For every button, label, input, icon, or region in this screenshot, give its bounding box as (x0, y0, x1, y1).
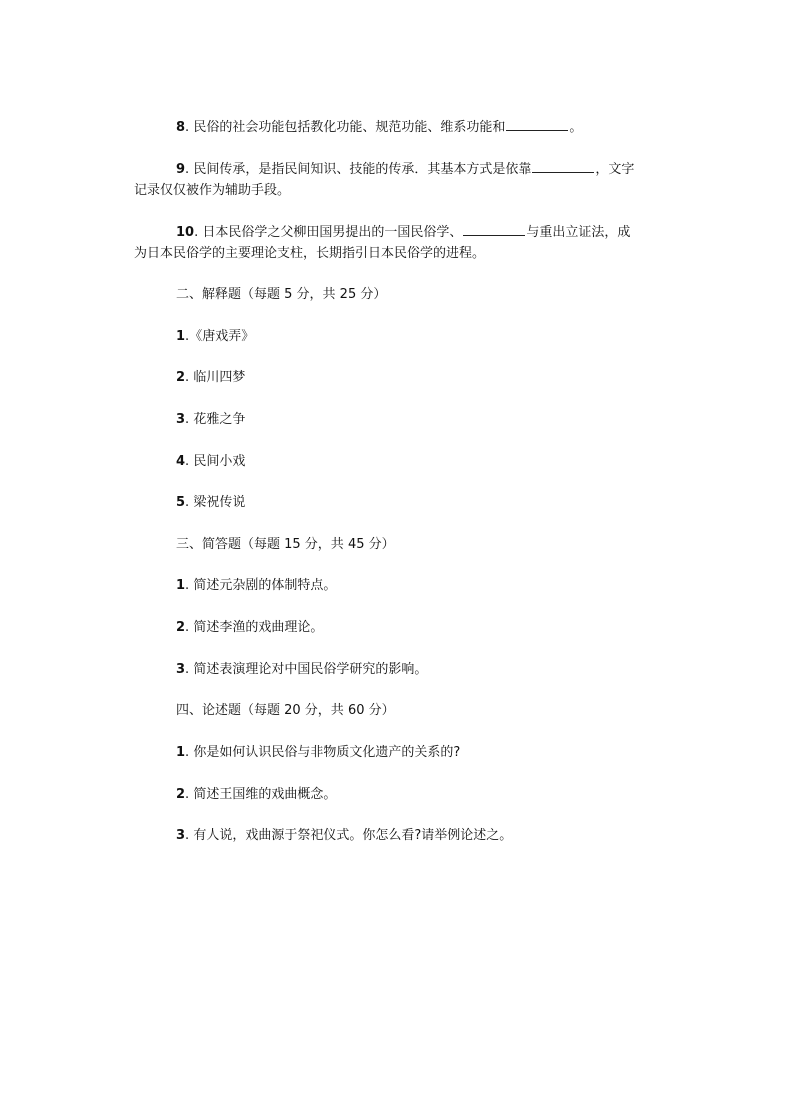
answer-blank (532, 162, 594, 173)
item-separator: . (185, 620, 194, 635)
question-8 (176, 120, 582, 136)
question-text: 日本民俗学之父柳田国男提出的一国民俗学、 (202, 225, 463, 240)
item-number: 3 (176, 412, 186, 427)
list-item (176, 578, 336, 594)
item-separator: . (185, 745, 194, 760)
question-10-continuation: 为日本民俗学的主要理论支柱，长期指引日本民俗学的进程。 (134, 246, 486, 261)
section-heading: 二、解释题（每题 5 分，共 25 分） (176, 287, 387, 302)
question-text-after: ，文字 (595, 162, 635, 177)
item-number: 2 (176, 370, 186, 385)
question-text: 民俗的社会功能包括教化功能、规范功能、维系功能和 (193, 120, 506, 135)
item-number: 5 (176, 495, 186, 510)
item-number: 3 (176, 828, 186, 843)
answer-blank (506, 120, 568, 131)
item-separator: . (185, 662, 194, 677)
list-item (176, 454, 245, 470)
list-item (176, 370, 245, 386)
section-heading: 三、简答题（每题 15 分，共 45 分） (176, 537, 395, 552)
item-text: 花雅之争 (193, 412, 246, 427)
question-text-after: 。 (569, 120, 583, 135)
item-number: 1 (176, 329, 186, 344)
question-text: 民间传承，是指民间知识、技能的传承．其基本方式是依靠 (193, 162, 532, 177)
item-text: 临川四梦 (193, 370, 246, 385)
item-number: 3 (176, 662, 186, 677)
question-separator: . (185, 120, 194, 135)
question-number: 9 (176, 162, 186, 177)
question-separator: . (194, 225, 203, 240)
question-9-continuation: 记录仅仅被作为辅助手段。 (134, 183, 291, 198)
item-text: 有人说，戏曲源于祭祀仪式。你怎么看?请举例论述之。 (193, 828, 513, 843)
question-number: 8 (176, 120, 186, 135)
item-number: 4 (176, 454, 186, 469)
item-separator: . (185, 370, 194, 385)
item-text: 简述王国维的戏曲概念。 (193, 787, 337, 802)
list-item (176, 495, 245, 511)
section-heading: 四、论述题（每题 20 分，共 60 分） (176, 703, 395, 718)
list-item (176, 412, 245, 428)
list-item (176, 662, 427, 678)
question-number: 10 (176, 225, 195, 240)
list-item (176, 329, 254, 345)
answer-blank (463, 225, 525, 236)
item-text: 简述表演理论对中国民俗学研究的影响。 (193, 662, 428, 677)
item-text: 民间小戏 (193, 454, 246, 469)
item-text: 梁祝传说 (193, 495, 246, 510)
list-item (176, 620, 323, 636)
item-separator: . (185, 495, 194, 510)
item-text: 《唐戏弄》 (189, 329, 255, 344)
list-item (176, 787, 336, 803)
item-separator: . (185, 412, 194, 427)
question-9 (176, 162, 634, 178)
list-item (176, 745, 460, 761)
question-text-after: 与重出立证法，成 (526, 225, 631, 240)
item-separator: . (185, 578, 194, 593)
item-number: 2 (176, 787, 186, 802)
item-number: 1 (176, 578, 186, 593)
item-separator: . (185, 454, 194, 469)
item-number: 2 (176, 620, 186, 635)
item-separator: . (185, 828, 194, 843)
item-text: 简述元杂剧的体制特点。 (193, 578, 337, 593)
item-separator: . (185, 329, 190, 344)
question-10 (176, 225, 630, 241)
list-item (176, 828, 512, 844)
question-separator: . (185, 162, 194, 177)
item-number: 1 (176, 745, 186, 760)
item-text: 你是如何认识民俗与非物质文化遗产的关系的? (193, 745, 461, 760)
item-separator: . (185, 787, 194, 802)
item-text: 简述李渔的戏曲理论。 (193, 620, 324, 635)
